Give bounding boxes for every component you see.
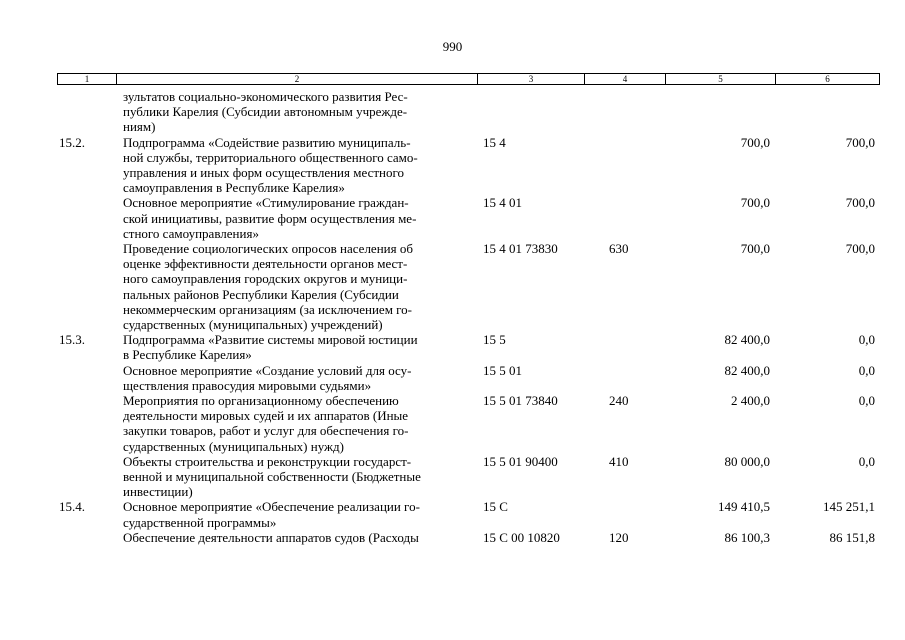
description-line: сударственных (муниципальных) учреждений) [123, 317, 383, 333]
description-line: некоммерческим организациям (за исключением го- [123, 301, 413, 317]
row-code: 15 5 01 73840 [483, 393, 558, 409]
description-line: Основное мероприятие «Создание условий для осу- [123, 362, 412, 378]
row-code: 15 5 [483, 332, 506, 348]
description-line: ного самоуправления городских округов и муници- [123, 271, 408, 287]
table-row [57, 135, 880, 196]
row-type: 120 [609, 529, 629, 545]
table-row [57, 332, 880, 362]
row-code: 15 4 [483, 134, 506, 150]
row-code: 15 С [483, 499, 508, 515]
table-header [57, 73, 880, 85]
row-value-1: 149 410,5 [718, 499, 770, 515]
row-value-2: 145 251,1 [823, 499, 875, 515]
description-line: ществления правосудия мировыми судьями» [123, 377, 372, 393]
row-type: 630 [609, 241, 629, 257]
description-line: ской инициативы, развитие форм осуществления ме- [123, 210, 417, 226]
description-line: оценке эффективности деятельности органов мест- [123, 256, 408, 272]
row-description [116, 241, 477, 332]
description-line: Основное мероприятие «Стимулирование граждан- [123, 195, 409, 211]
row-value-2: 700,0 [845, 241, 875, 257]
row-description [116, 135, 477, 196]
row-value-2: 0,0 [858, 332, 875, 348]
table-row [57, 499, 880, 529]
row-code: 15 4 01 [483, 195, 522, 211]
description-line: сударственной программы» [123, 514, 277, 530]
description-line: ниям) [123, 119, 156, 135]
column-header-2: 2 [117, 74, 478, 84]
description-line: Подпрограмма «Развитие системы мировой юстиции [123, 332, 418, 348]
row-value-1: 700,0 [740, 195, 770, 211]
description-line: зультатов социально-экономического развития Рес- [123, 89, 408, 104]
description-line: Мероприятия по организационному обеспечению [123, 393, 399, 409]
row-value-2: 700,0 [845, 195, 875, 211]
column-header-1: 1 [58, 74, 117, 84]
row-value-1: 2 400,0 [731, 393, 770, 409]
table-row [57, 530, 880, 545]
row-type: 410 [609, 453, 629, 469]
column-header-3: 3 [478, 74, 585, 84]
row-value-1: 80 000,0 [724, 453, 770, 469]
table-row [57, 454, 880, 500]
description-line: самоуправления в Республике Карелия» [123, 180, 345, 196]
table-row [57, 195, 880, 241]
table-row [57, 363, 880, 393]
row-description [116, 195, 477, 241]
column-header-4: 4 [585, 74, 666, 84]
row-value-1: 700,0 [740, 241, 770, 257]
description-line: Обеспечение деятельности аппаратов судов (Расходы [123, 529, 419, 545]
row-value-1: 86 100,3 [724, 529, 770, 545]
table-row [57, 241, 880, 332]
row-code: 15 5 01 90400 [483, 453, 558, 469]
table-row [57, 393, 880, 454]
description-line: Основное мероприятие «Обеспечение реализации го- [123, 499, 420, 515]
row-number: 15.2. [59, 134, 85, 150]
page-number: 990 [442, 39, 463, 54]
description-line: сударственных (муниципальных) нужд) [123, 438, 344, 454]
row-code: 15 4 01 73830 [483, 241, 558, 257]
column-header-5: 5 [666, 74, 776, 84]
row-type: 240 [609, 393, 629, 409]
description-line: стного самоуправления» [123, 225, 259, 241]
table-body [57, 89, 880, 545]
row-value-2: 700,0 [845, 134, 875, 150]
description-line: Проведение социологических опросов населения об [123, 241, 413, 257]
row-description [116, 393, 477, 454]
row-value-1: 82 400,0 [724, 332, 770, 348]
description-line: закупки товаров, работ и услуг для обеспечения го- [123, 423, 409, 439]
description-line: управления и иных форм осуществления местного [123, 165, 404, 181]
row-value-2: 0,0 [858, 393, 875, 409]
description-line: в Республике Карелия» [123, 347, 252, 363]
description-line: Объекты строительства и реконструкции государст- [123, 453, 412, 469]
row-value-2: 0,0 [858, 453, 875, 469]
column-header-6: 6 [825, 74, 830, 84]
row-description [116, 454, 477, 500]
description-line: венной и муниципальной собственности (Бюджетные [123, 469, 421, 485]
description-line: ной службы, территориального общественного само- [123, 149, 418, 165]
row-value-1: 82 400,0 [724, 362, 770, 378]
row-description [116, 530, 477, 545]
row-value-2: 0,0 [858, 362, 875, 378]
row-description [116, 89, 477, 135]
row-description [116, 363, 477, 393]
row-value-1: 700,0 [740, 134, 770, 150]
description-line: публики Карелия (Субсидии автономным учрежде- [123, 104, 408, 120]
table-row [57, 89, 880, 135]
row-number: 15.3. [59, 332, 85, 348]
row-description [116, 332, 477, 362]
description-line: инвестиции) [123, 484, 193, 500]
description-line: пальных районов Республики Карелия (Субсидии [123, 286, 399, 302]
row-code: 15 С 00 10820 [483, 529, 560, 545]
row-value-2: 86 151,8 [829, 529, 875, 545]
row-number: 15.4. [59, 499, 85, 515]
row-code: 15 5 01 [483, 362, 522, 378]
row-description [116, 499, 477, 529]
description-line: Подпрограмма «Содействие развитию муниципаль- [123, 134, 411, 150]
description-line: деятельности мировых судей и их аппаратов (Иные [123, 408, 409, 424]
